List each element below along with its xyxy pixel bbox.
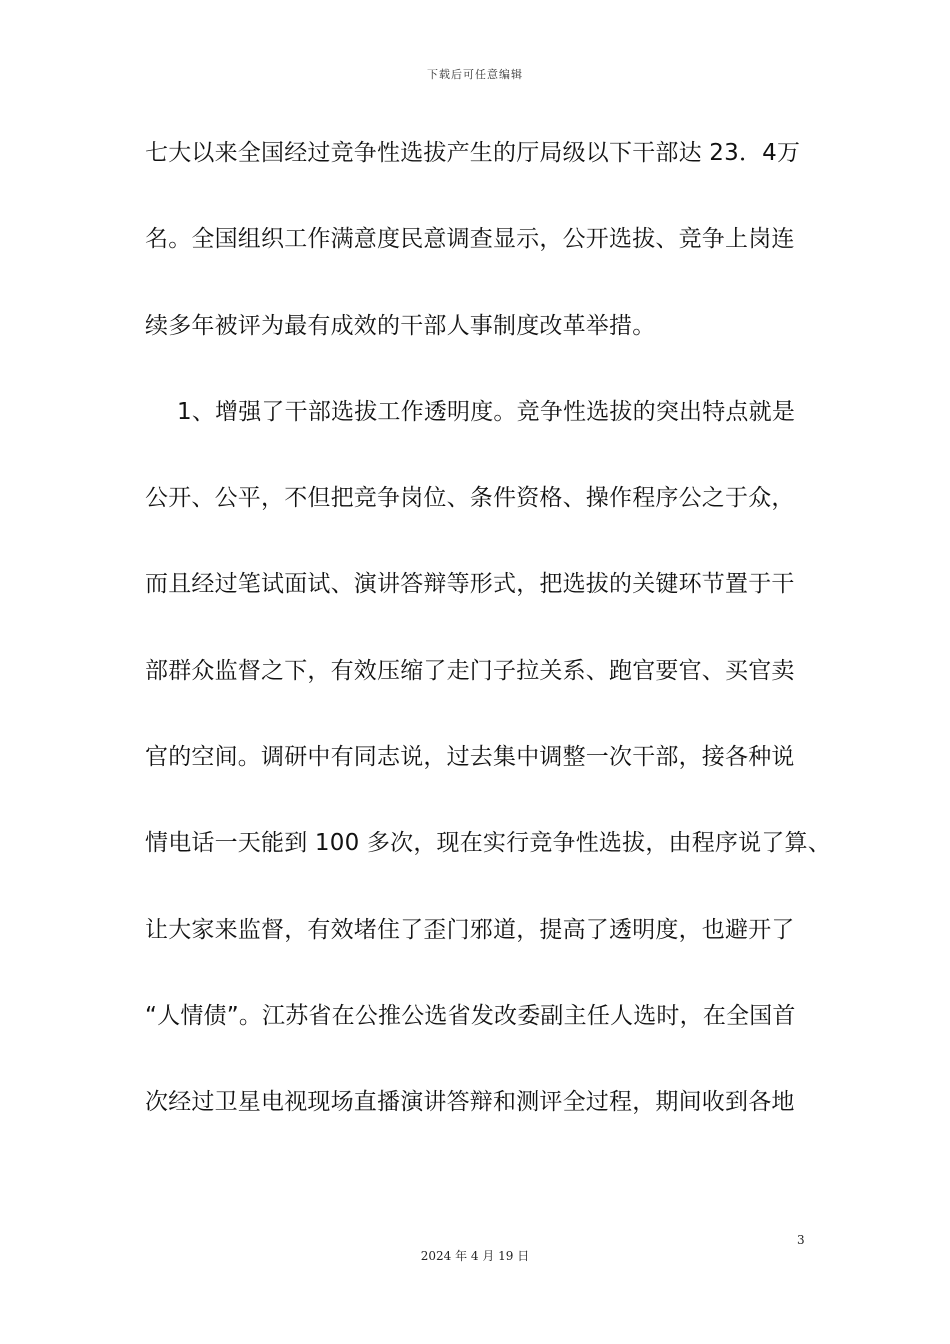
- page-number: 3: [797, 1233, 805, 1247]
- text-line: “人情债”。江苏省在公推公选省发改委副主任人选时，在全国首: [145, 1002, 796, 1029]
- text-line: 名。全国组织工作满意度民意调查显示，公开选拔、竞争上岗连: [145, 226, 795, 253]
- text-line: 次经过卫星电视现场直播演讲答辩和测评全过程，期间收到各地: [145, 1089, 795, 1116]
- text-line: 公开、公平，不但把竞争岗位、条件资格、操作程序公之于众，: [145, 485, 795, 512]
- text-line: 情电话一天能到 100 多次，现在实行竞争性选拔，由程序说了算、: [145, 830, 831, 857]
- text-line: 部群众监督之下，有效压缩了走门子拉关系、跑官要官、买官卖: [145, 657, 795, 684]
- body-text: [145, 126, 831, 1162]
- text-line: 续多年被评为最有成效的干部人事制度改革举措。: [145, 312, 656, 339]
- text-line: 七大以来全国经过竞争性选拔产生的厅局级以下干部达 23．4万: [145, 140, 801, 166]
- text-line: 让大家来监督，有效堵住了歪门邪道，提高了透明度，也避开了: [145, 916, 795, 943]
- footer-date: 2024 年 4 月 19 日: [420, 1249, 530, 1263]
- text-line: 官的空间。调研中有同志说，过去集中调整一次干部，接各种说: [145, 744, 795, 771]
- header-note: 下载后可任意编辑: [427, 68, 523, 81]
- text-line: 而且经过笔试面试、演讲答辩等形式，把选拔的关键环节置于干: [145, 571, 795, 598]
- section-heading-line: 1、增强了干部选拔工作透明度。竞争性选拔的突出特点就是: [177, 398, 796, 425]
